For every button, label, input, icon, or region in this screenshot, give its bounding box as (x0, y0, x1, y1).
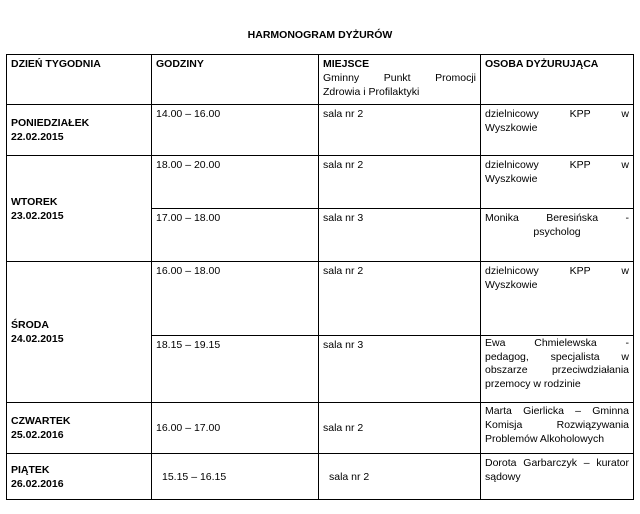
table-row (7, 105, 634, 156)
header-place: MIEJSCE Gminny Punkt Promocji Zdrowia i Profilaktyki (319, 55, 481, 105)
person-cell: dzielnicowy KPP w Wyszkowie (481, 262, 634, 336)
table-row (7, 262, 634, 336)
place-cell: sala nr 2 (319, 156, 481, 209)
header-person: OSOBA DYŻURUJĄCA (481, 55, 634, 105)
place-cell: sala nr 2 (319, 262, 481, 336)
hours-cell: 16.00 – 17.00 (152, 403, 319, 454)
header-day: DZIEŃ TYGODNIA (7, 55, 152, 105)
day-cell-friday: PIĄTEK 26.02.2016 (7, 454, 152, 500)
person-cell: Ewa Chmielewska - pedagog, specjalista w obszarze przeciwdziałania przemocy w rodzinie (481, 336, 634, 403)
person-cell: dzielnicowy KPP w Wyszkowie (481, 105, 634, 156)
hours-cell: 15.15 – 16.15 (152, 454, 319, 500)
place-cell: sala nr 2 (319, 454, 481, 500)
place-cell: sala nr 3 (319, 336, 481, 403)
person-cell: Dorota Garbarczyk – kurator sądowy (481, 454, 634, 500)
person-cell: dzielnicowy KPP w Wyszkowie (481, 156, 634, 209)
header-place-sub-2: Zdrowia i Profilaktyki (323, 86, 420, 98)
header-row (7, 55, 634, 105)
day-cell-monday: PONIEDZIAŁEK 22.02.2015 (7, 105, 152, 156)
hours-cell: 14.00 – 16.00 (152, 105, 319, 156)
header-hours: GODZINY (152, 55, 319, 105)
day-cell-wednesday: ŚRODA 24.02.2015 (7, 262, 152, 403)
day-cell-tuesday: WTOREK 23.02.2015 (7, 156, 152, 262)
table-row (7, 156, 634, 209)
duty-schedule-table (6, 54, 634, 500)
table-row (7, 454, 634, 500)
person-cell: Marta Gierlicka – Gminna Komisja Rozwiązywania Problemów Alkoholowych (481, 403, 634, 454)
hours-cell: 17.00 – 18.00 (152, 209, 319, 262)
day-cell-thursday: CZWARTEK 25.02.2016 (7, 403, 152, 454)
hours-cell: 18.00 – 20.00 (152, 156, 319, 209)
document-title: HARMONOGRAM DYŻURÓW (247, 29, 393, 41)
place-cell: sala nr 2 (319, 403, 481, 454)
header-place-sub-1: Gminny Punkt Promocji (323, 72, 476, 84)
hours-cell: 16.00 – 18.00 (152, 262, 319, 336)
place-cell: sala nr 3 (319, 209, 481, 262)
place-cell: sala nr 2 (319, 105, 481, 156)
person-cell: Monika Beresińska - psycholog (481, 209, 634, 262)
hours-cell: 18.15 – 19.15 (152, 336, 319, 403)
table-row (7, 403, 634, 454)
